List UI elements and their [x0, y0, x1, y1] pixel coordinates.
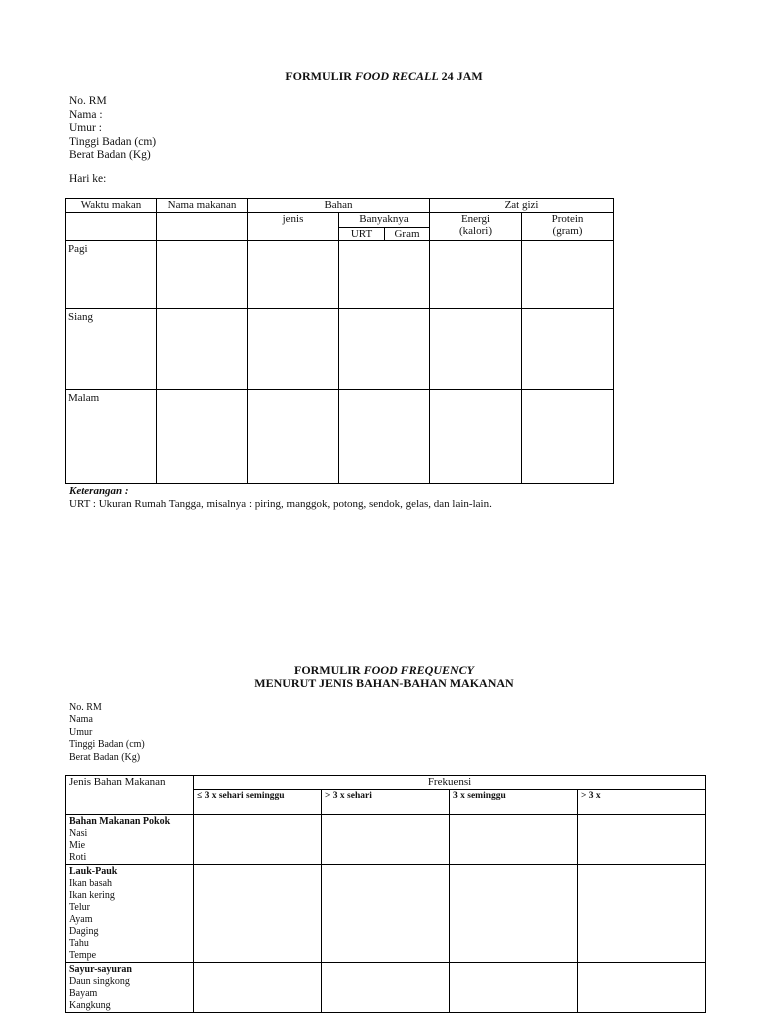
- list-item: Ayam: [69, 914, 93, 925]
- table-row: [66, 390, 614, 484]
- header-bahan: Bahan: [248, 199, 430, 213]
- table-cell: [339, 241, 430, 309]
- field-nama: Nama: [69, 714, 93, 726]
- field-umur: Umur :: [69, 122, 102, 134]
- row-label-pagi: Pagi: [66, 241, 157, 309]
- group-label: Lauk-Pauk: [69, 866, 118, 877]
- recall-title: [0, 69, 768, 84]
- header-blank-1: [66, 213, 157, 241]
- table-cell: [578, 963, 706, 1013]
- field-tinggi-badan: Tinggi Badan (cm): [69, 135, 157, 148]
- table-row: [66, 815, 706, 865]
- recall-table: [65, 198, 614, 484]
- list-item: Nasi: [69, 828, 88, 839]
- header-banyaknya: [339, 213, 430, 241]
- list-item: Tahu: [69, 938, 89, 949]
- group-pokok: [66, 815, 194, 865]
- field-no-rm: No. RM: [69, 702, 102, 713]
- freq-col-3: 3 x seminggu: [450, 790, 578, 815]
- table-cell: [339, 390, 430, 484]
- table-row: [66, 309, 614, 390]
- recall-title-italic: FOOD RECALL: [354, 69, 439, 83]
- header-jenis: jenis: [248, 213, 339, 241]
- list-item: Roti: [69, 852, 87, 863]
- field-no-rm: No. RM: [69, 95, 107, 107]
- keterangan: [69, 485, 509, 511]
- header-nama-makanan: Nama makanan: [157, 199, 248, 213]
- header-blank-2: [157, 213, 248, 241]
- table-cell: [248, 309, 339, 390]
- frequency-table: [65, 775, 706, 1013]
- row-label-malam: Malam: [66, 390, 157, 484]
- freq-col-1: ≤ 3 x sehari seminggu: [194, 790, 322, 815]
- table-cell: [322, 963, 450, 1013]
- table-cell: [430, 309, 522, 390]
- table-cell: [157, 309, 248, 390]
- keterangan-label: Keterangan :: [69, 485, 129, 497]
- list-item: Bayam: [69, 988, 98, 999]
- table-cell: [248, 390, 339, 484]
- header-waktu-makan: Waktu makan: [66, 199, 157, 213]
- header-protein-unit: (gram): [552, 225, 583, 237]
- list-item: Kangkung: [69, 1000, 111, 1011]
- list-item: Daun singkong: [69, 976, 130, 987]
- field-berat-badan: Berat Badan (Kg): [69, 751, 141, 763]
- table-cell: [194, 815, 322, 865]
- header-protein: [522, 213, 614, 241]
- recall-fields: [69, 95, 156, 163]
- frequency-title-prefix: FORMULIR: [293, 663, 361, 677]
- list-item: Telur: [69, 902, 90, 913]
- table-cell: [522, 390, 614, 484]
- hari-ke: Hari ke:: [69, 173, 107, 185]
- header-frekuensi: Frekuensi: [194, 776, 706, 790]
- field-umur: Umur: [69, 726, 93, 738]
- table-cell: [194, 865, 322, 963]
- table-cell: [450, 815, 578, 865]
- header-zat-gizi: Zat gizi: [430, 199, 614, 213]
- recall-title-prefix: FORMULIR: [285, 69, 352, 83]
- group-label: Bahan Makanan Pokok: [69, 816, 171, 827]
- table-cell: [430, 241, 522, 309]
- list-item: Ikan basah: [69, 878, 113, 889]
- table-cell: [578, 865, 706, 963]
- header-jenis-bahan: Jenis Bahan Makanan: [66, 776, 194, 815]
- frequency-subtitle: MENURUT JENIS BAHAN-BAHAN MAKANAN: [254, 676, 514, 690]
- list-item: Daging: [69, 926, 99, 937]
- recall-title-suffix: 24 JAM: [441, 69, 483, 83]
- table-cell: [339, 309, 430, 390]
- freq-col-4: > 3 x: [578, 790, 706, 815]
- table-row: [66, 865, 706, 963]
- header-banyaknya-label: Banyaknya: [339, 213, 429, 228]
- table-cell: [248, 241, 339, 309]
- table-cell: [157, 390, 248, 484]
- table-cell: [194, 963, 322, 1013]
- freq-col-2: > 3 x sehari: [322, 790, 450, 815]
- table-cell: [157, 241, 248, 309]
- header-urt: URT: [350, 228, 373, 240]
- header-energi: [430, 213, 522, 241]
- header-protein-label: Protein: [551, 213, 584, 225]
- group-lauk-pauk: [66, 865, 194, 963]
- banyaknya-subheaders: [339, 228, 429, 240]
- frequency-title-italic: FOOD FREQUENCY: [363, 663, 475, 677]
- table-cell: [450, 963, 578, 1013]
- list-item: Mie: [69, 840, 86, 851]
- table-cell: [322, 865, 450, 963]
- field-berat-badan: Berat Badan (Kg): [69, 149, 151, 161]
- table-cell: [322, 815, 450, 865]
- table-cell: [578, 815, 706, 865]
- list-item: Tempe: [69, 950, 97, 961]
- field-nama: Nama :: [69, 108, 103, 121]
- table-cell: [522, 241, 614, 309]
- group-label: Sayur-sayuran: [69, 964, 132, 975]
- frequency-fields: [69, 702, 145, 764]
- header-gram: Gram: [385, 228, 430, 240]
- keterangan-text: URT : Ukuran Rumah Tangga, misalnya : piring, manggok, potong, sendok, gelas, dan lain-lain.: [69, 498, 492, 510]
- table-cell: [522, 309, 614, 390]
- group-sayur: [66, 963, 194, 1013]
- header-energi-unit: (kalori): [459, 225, 492, 237]
- row-label-siang: Siang: [66, 309, 157, 390]
- table-row: [66, 963, 706, 1013]
- table-row: [66, 241, 614, 309]
- list-item: Ikan kering: [69, 890, 115, 901]
- table-cell: [450, 865, 578, 963]
- table-cell: [430, 390, 522, 484]
- field-tinggi-badan: Tinggi Badan (cm): [69, 739, 145, 751]
- header-energi-label: Energi: [460, 213, 491, 225]
